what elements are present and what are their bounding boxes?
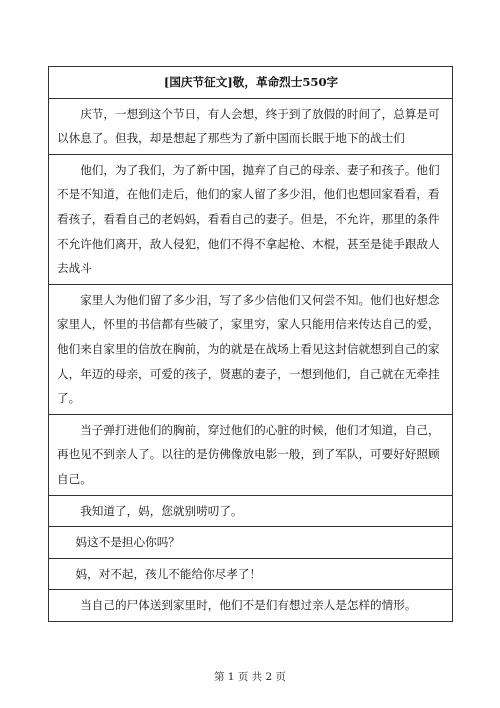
paragraph-2: 他们，为了我们，为了新中国，抛弃了自己的母亲、妻子和孩子。他们不是不知道，在他们走后，他们的家人留了多少泪，他们也想回家看看，看看孩子，看看自己的老妈妈，看看自己的妻子。但是，不允许，那里的条件不允许他们离开，敌人侵犯，他们不得不拿起枪、木棍，甚至是徒手跟敌人去战斗 [49, 154, 453, 284]
page-number-footer: 第 1 页 共 2 页 [213, 671, 287, 683]
paragraph-7: 妈，对不起，孩儿不能给你尽孝了！ [49, 558, 453, 590]
paragraph-row [49, 558, 453, 590]
paragraph-row [49, 527, 453, 559]
paragraph-1: 庆节，一想到这个节日，有人会想，终于到了放假的时间了，总算是可以休息了。但我，却是想起了那些为了新中国而长眠于地下的战士们 [49, 98, 453, 154]
essay-sheet [48, 66, 453, 622]
paragraph-3: 家里人为他们留了多少泪，写了多少信他们又何尝不知。他们也好想念家里人，怀里的书信都有些破了，家里穷，家人只能用信来传达自己的爱，他们来自家里的信放在胸前，为的就是在战场上看见这封信就想到自己的家人，年迈的母亲，可爱的孩子，贤惠的妻子，一想到他们，自己就在无牵挂了。 [49, 284, 453, 414]
title-row [49, 67, 453, 99]
paragraph-6: 妈这不是担心你吗？ [49, 527, 453, 559]
paragraph-4: 当子弹打进他们的胸前，穿过他们的心脏的时候，他们才知道，自己，再也见不到亲人了。以往的是仿佛像放电影一般，到了军队，可要好好照顾自己。 [49, 414, 453, 495]
paragraph-row [49, 414, 453, 495]
paragraph-8: 当自己的尸体送到家里时，他们不是们有想过亲人是怎样的情形。 [49, 590, 453, 622]
essay-table [48, 66, 453, 622]
paragraph-row [49, 154, 453, 284]
paragraph-row [49, 284, 453, 414]
paragraph-row [49, 495, 453, 527]
paragraph-5: 我知道了，妈，您就别唠叨了。 [49, 495, 453, 527]
paragraph-row [49, 590, 453, 622]
essay-title: [国庆节征文]敬，革命烈士550字 [49, 67, 453, 99]
paragraph-row [49, 98, 453, 154]
